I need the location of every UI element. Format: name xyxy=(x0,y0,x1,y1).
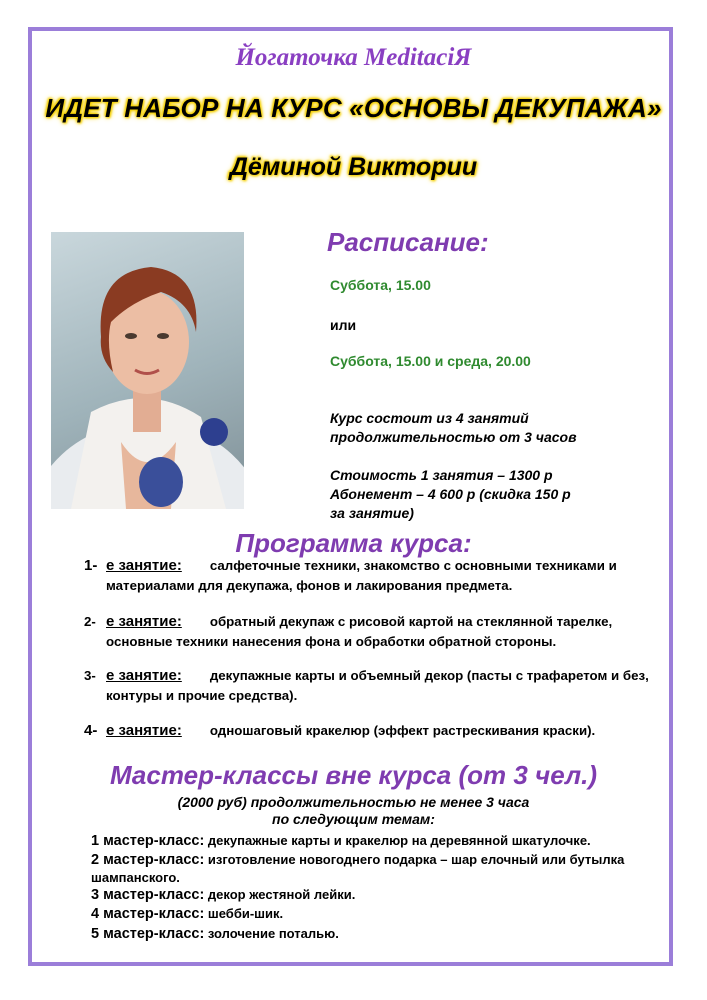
price-line-3: за занятие) xyxy=(330,505,414,521)
course-info xyxy=(330,409,577,447)
masterclass-label: 3 мастер-класс: xyxy=(91,887,205,903)
lesson-number: 1- xyxy=(84,557,98,574)
lesson-label: е занятие: xyxy=(106,722,182,739)
schedule-option-2: Суббота, 15.00 и среда, 20.00 xyxy=(330,353,531,369)
lesson-label: е занятие: xyxy=(106,557,182,574)
masterclass-subtitle-1: (2000 руб) продолжительностью не менее 3 часа xyxy=(177,794,530,810)
brand-title: Йогаточка MeditacіЯ xyxy=(235,44,472,71)
masterclass-label: 2 мастер-класс: xyxy=(91,852,205,868)
masterclass-label: 4 мастер-класс: xyxy=(91,906,205,922)
masterclass-text: золочение поталью. xyxy=(207,926,339,941)
masterclass-text: изготовление новогоднего подарка – шар елочный или бутылка шампанского. xyxy=(91,852,625,885)
masterclass-item-3 xyxy=(91,886,671,904)
course-headline: ИДЕТ НАБОР НА КУРС «ОСНОВЫ ДЕКУПАЖА» xyxy=(45,93,662,123)
masterclass-label: 5 мастер-класс: xyxy=(91,926,205,942)
masterclass-text: шебби-шик. xyxy=(207,906,284,921)
masterclass-text: декупажные карты и кракелюр на деревянной шкатулочке. xyxy=(207,833,591,848)
masterclass-text: декор жестяной лейки. xyxy=(207,887,356,902)
lesson-4 xyxy=(84,721,669,741)
price-line-2: Абонемент – 4 600 р (скидка 150 р xyxy=(330,486,571,502)
masterclass-item-5 xyxy=(91,925,671,943)
schedule-option-1: Суббота, 15.00 xyxy=(330,277,431,293)
lesson-2 xyxy=(84,612,669,652)
lesson-number: 4- xyxy=(84,722,98,739)
lesson-label: е занятие: xyxy=(106,613,182,630)
teacher-photo xyxy=(51,232,244,509)
lesson-text: обратный декупаж с рисовой картой на стеклянной тарелке, основные техники нанесения фона и обработки обратной стороны. xyxy=(106,614,613,649)
teacher-name: Дёминой Виктории xyxy=(229,153,478,181)
lesson-3 xyxy=(84,666,669,706)
course-info-line-1: Курс состоит из 4 занятий xyxy=(330,410,529,426)
lesson-number: 3- xyxy=(84,668,96,683)
course-info-line-2: продолжительностью от 3 часов xyxy=(330,429,577,445)
masterclass-item-2 xyxy=(91,851,671,886)
masterclass-label: 1 мастер-класс: xyxy=(91,833,205,849)
lesson-text: салфеточные техники, знакомство с основными техниками и материалами для декупажа, фонов и лакирования предмета. xyxy=(106,558,617,593)
masterclass-subtitle-2: по следующим темам: xyxy=(272,811,435,827)
schedule-or: или xyxy=(330,317,357,333)
masterclass-item-1 xyxy=(91,832,671,850)
lesson-text: одношаговый кракелюр (эффект растрескивания краски). xyxy=(209,723,596,738)
lesson-1 xyxy=(84,556,669,596)
program-title: Программа курса: xyxy=(235,528,472,558)
price-line-1: Стоимость 1 занятия – 1300 р xyxy=(330,467,553,483)
schedule-title: Расписание: xyxy=(327,227,489,257)
price-info xyxy=(330,466,571,523)
lesson-text: декупажные карты и объемный декор (пасты с трафаретом и без, контуры и прочие средства). xyxy=(106,668,649,703)
lesson-number: 2- xyxy=(84,614,96,629)
masterclass-title: Мастер-классы вне курса (от 3 чел.) xyxy=(109,760,598,790)
masterclass-item-4 xyxy=(91,905,671,923)
lesson-label: е занятие: xyxy=(106,667,182,684)
